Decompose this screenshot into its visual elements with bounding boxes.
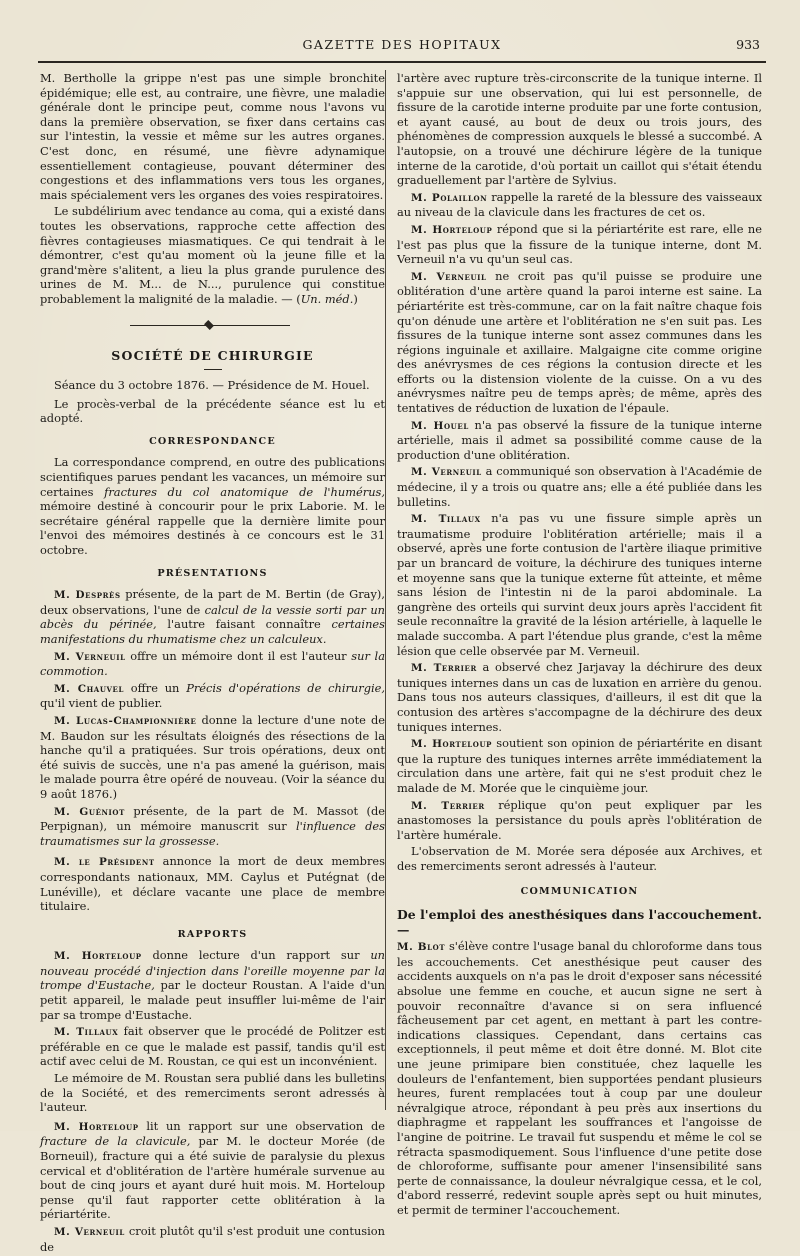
- paragraph: M. Terrier réplique qu'on peut expliquer par les anastomoses la persistance du pouls après l'oblitération de l'artère humérale.: [397, 797, 762, 842]
- right-column: [397, 71, 762, 1220]
- paragraph: M. Verneuil croit plutôt qu'il s'est produit une contusion de: [40, 1223, 385, 1254]
- paragraph: M. Chauvel offre un Précis d'opérations de chirurgie, qu'il vient de publier.: [40, 680, 385, 711]
- subhead-rapports: RAPPORTS: [177, 928, 248, 940]
- paragraph: M. Horteloup donne lecture d'un rapport sur un nouveau procédé d'injection dans l'oreille moyenne par la trompe d'Eustache, par le docteur Roustan. A l'aide d'un petit appareil, le malade peut insuffler lui-même de l'air par sa trompe d'Eustache.: [40, 948, 386, 1022]
- section-title: SOCIÉTÉ DE CHIRURGIE: [111, 347, 314, 363]
- paragraph: M. Polaillon rappelle la rareté de la blessure des vaisseaux au niveau de la clavicule dans les fractures de cet os.: [397, 189, 763, 220]
- subhead-correspondance: CORRESPONDANCE: [149, 435, 276, 447]
- section-separator: [40, 321, 385, 329]
- paragraph: M. Verneuil ne croit pas qu'il puisse se produire une oblitération d'une artère quand la paroi interne est saine. La périartérite est très-commune, car on la fait naître chaque fois qu'on dénude une artère et l'oblitération ne s'en suit pas. Les fissures de la tunique interne sont assez communes dans les régions inguinale et axillaire. Malgaigne cite comme origine des anévrysmes de ces régions la contusion directe et les efforts ou la distension violente de la cuisse. On a vu des anévrysmes naître peu de temps après; de même, après des tentatives de réduction de luxation de l'épaule.: [397, 268, 762, 416]
- paragraph: M. Horteloup répond que si la périartérite est rare, elle ne l'est pas plus que la fissure de la tunique interne, dont M. Verneuil n'a vu qu'un seul cas.: [397, 221, 762, 267]
- article-title: De l'emploi des anesthésiques dans l'accouchement. —: [397, 907, 762, 937]
- paragraph: M. Verneuil offre un mémoire dont il est l'auteur sur la commotion.: [40, 648, 385, 679]
- paragraph: M. Tillaux fait observer que le procédé de Politzer est préférable en ce que le malade est passif, tandis qu'il est actif avec celui de M. Roustan, ce qui est un inconvénient.: [40, 1024, 385, 1069]
- left-column: [40, 71, 385, 1256]
- paragraph: M. Houel n'a pas observé la fissure de la tunique interne artérielle, mais il admet sa possibilité comme cause de la production d'une oblitération.: [397, 417, 762, 462]
- column-divider: [385, 70, 386, 1110]
- paragraph: Le subdélirium avec tendance au coma, qui a existé dans toutes les observations, rapproche cette affection des fièvres contagieuses miasmatiques. Ce qui tendrait à le démontrer, c'est qu'au moment où la jeune fille et la grand'mère s'alitent, a lieu la plus grande purulence des urines de M. M... de N..., purulence qui constitue probablement la malignité de la maladie. — (Un. méd.): [40, 204, 385, 306]
- paragraph: M. Bertholle la grippe n'est pas une simple bronchite épidémique; elle est, au contraire, une fièvre, une maladie générale dont le principe peut, comme nous l'avons vu dans la première observation, se fixer dans certains cas sur l'intestin, la vessie et même sur les autres organes. C'est donc, en résumé, une fièvre adynamique essentiellement contagieuse, pouvant déterminer des congestions et des inflammations vers tous les organes, mais spécialement vers les organes des voies respiratoires.: [40, 71, 385, 202]
- paragraph: La correspondance comprend, en outre des publications scientifiques parues pendant les vacances, un mémoire sur certaines fractures du col anatomique de l'humérus, mémoire destiné à concourir pour le prix Laborie. M. le secrétaire général rappelle que la dernière limite pour l'envoi des mémoires destinés à ce concours est le 31 octobre.: [40, 455, 386, 558]
- seance-line: Séance du 3 octobre 1876. — Présidence de M. Houel.: [54, 378, 370, 393]
- paragraph: M. Horteloup lit un rapport sur une observation de fracture de la clavicule, par M. le docteur Morée (de Borneuil), fracture qui a été suivie de paralysie du plexus cervical et d'oblitération de l'artère humérale survenue au bout de cinq jours et ayant duré huit mois. M. Horteloup pense qu'il faut rapporter cette oblitération à la périartérite.: [40, 1118, 385, 1222]
- subhead-presentations: PRÉSENTATIONS: [157, 567, 268, 579]
- paragraph: L'observation de M. Morée sera déposée aux Archives, et des remerciments seront adressés à l'auteur.: [397, 844, 762, 873]
- journal-title: GAZETTE DES HOPITAUX: [302, 37, 502, 52]
- paragraph: M. Verneuil a communiqué son observation à l'Académie de médecine, il y a trois ou quatre ans; elle a été publiée dans les bulletins.: [397, 464, 762, 509]
- paragraph: l'artère avec rupture très-circonscrite de la tunique interne. Il s'appuie sur une observation, qui lui est personnelle, de fissure de la carotide interne produite par une forte contusion, et ayant causé, au bout de deux ou trois jours, des phénomènes de compression auxquels le blessé a succombé. A l'autopsie, on a trouvé une déchirure légère de la tunique interne de la carotide, d'où portait un caillot qui s'était étendu graduellement par l'artère de Sylvius.: [397, 71, 762, 188]
- paragraph: M. Terrier a observé chez Jarjavay la déchirure des deux tuniques internes dans un cas de luxation en arrière du genou. Dans tous nos auteurs classiques, d'ailleurs, il est dit que la contusion des artères s'accompagne de la déchirure des deux tuniques internes.: [397, 660, 762, 734]
- paragraph: M. le Président annonce la mort de deux membres correspondants nationaux, MM. Caylus et Putégnat (de Lunéville), et déclare vacante une place de membre titulaire.: [40, 854, 386, 914]
- subhead-communication: COMMUNICATION: [520, 886, 639, 898]
- page-number: 933: [736, 37, 760, 52]
- paragraph: M. Desprès présente, de la part de M. Bertin (de Gray), deux observations, l'une de calcul de la vessie sorti par un abcès du périnée, l'autre faisant connaître certaines manifestations du rhumatisme chez un calculeux.: [40, 587, 385, 646]
- paragraph: M. Lucas-Championnière donne la lecture d'une note de M. Baudon sur les résultats éloignés des résections de la hanche qu'il a pratiquées. Sur trois opérations, deux ont été suivis de succès, une n'a pas amené la guérison, mais le malade pourra être opéré de nouveau. (Voir la séance du 9 août 1876.): [40, 712, 385, 801]
- paragraph: M. Horteloup soutient son opinion de périartérite en disant que la rupture des tuniques internes arrête immédiatement la circulation dans une artère, fait qui ne s'est produit chez le malade de M. Morée que le cinquième jour.: [397, 736, 762, 795]
- page-header: [38, 37, 766, 63]
- paragraph: Le mémoire de M. Roustan sera publié dans les bulletins de la Société, et des remerciments seront adressés à l'auteur.: [40, 1071, 385, 1115]
- paragraph: M. Guéniot présente, de la part de M. Massot (de Perpignan), un mémoire manuscrit sur l'influence des traumatismes sur la grossesse.: [40, 803, 386, 848]
- paragraph: M. Blot s'élève contre l'usage banal du chloroforme dans tous les accouchements. Cet anesthésique peut causer des accidents auxquels on n'a pas le droit d'exposer sans nécessité absolue une femme en couche, et aucun signe ne sert à pouvoir reconnaître d'avance si on sera influencé fâcheusement par cet agent, en mettant à part les contre-indications classiques. Cependant, dans certains cas exceptionnels, il peut même et doit être donné. M. Blot cite une jeune primipare bien constituée, chez laquelle les douleurs de l'enfantement, bien supportées pendant plusieurs heures, furent remplacées tout à coup par une douleur névralgique atroce, répondant à peu près aux insertions du diaphragme et rappelant les souffrances et l'angoisse de l'angine de poitrine. Le travail fut suspendu et même le col se rétracta spasmodiquement. Sous l'influence d'une petite dose de chloroforme, suffisante pour amener l'insensibilité sans perte de connaissance, la douleur névralgique cessa, et le col, d'abord resserré, redevint souple après sept ou huit minutes, et permit de terminer l'accouchement.: [397, 939, 762, 1217]
- paragraph: M. Tillaux n'a pas vu une fissure simple après un traumatisme produire l'oblitération artérielle; mais il a observé, après une forte contusion de l'artère iliaque primitive par un brancard de voiture, la déchirure des tuniques interne et moyenne sans que la tunique externe fût atteinte, et même sans lésion de l'intestin ni de la paroi abdominale. La gangrène des orteils qui survint deux jours après l'accident fit seule reconnaître la gravité de la lésion artérielle, à laquelle le malade succomba. A part l'étendue plus grande, c'est la même lésion que celle observée par M. Verneuil.: [397, 511, 762, 658]
- divider: [204, 369, 222, 370]
- proces-verbal: Le procès-verbal de la précédente séance est lu et adopté.: [40, 396, 385, 426]
